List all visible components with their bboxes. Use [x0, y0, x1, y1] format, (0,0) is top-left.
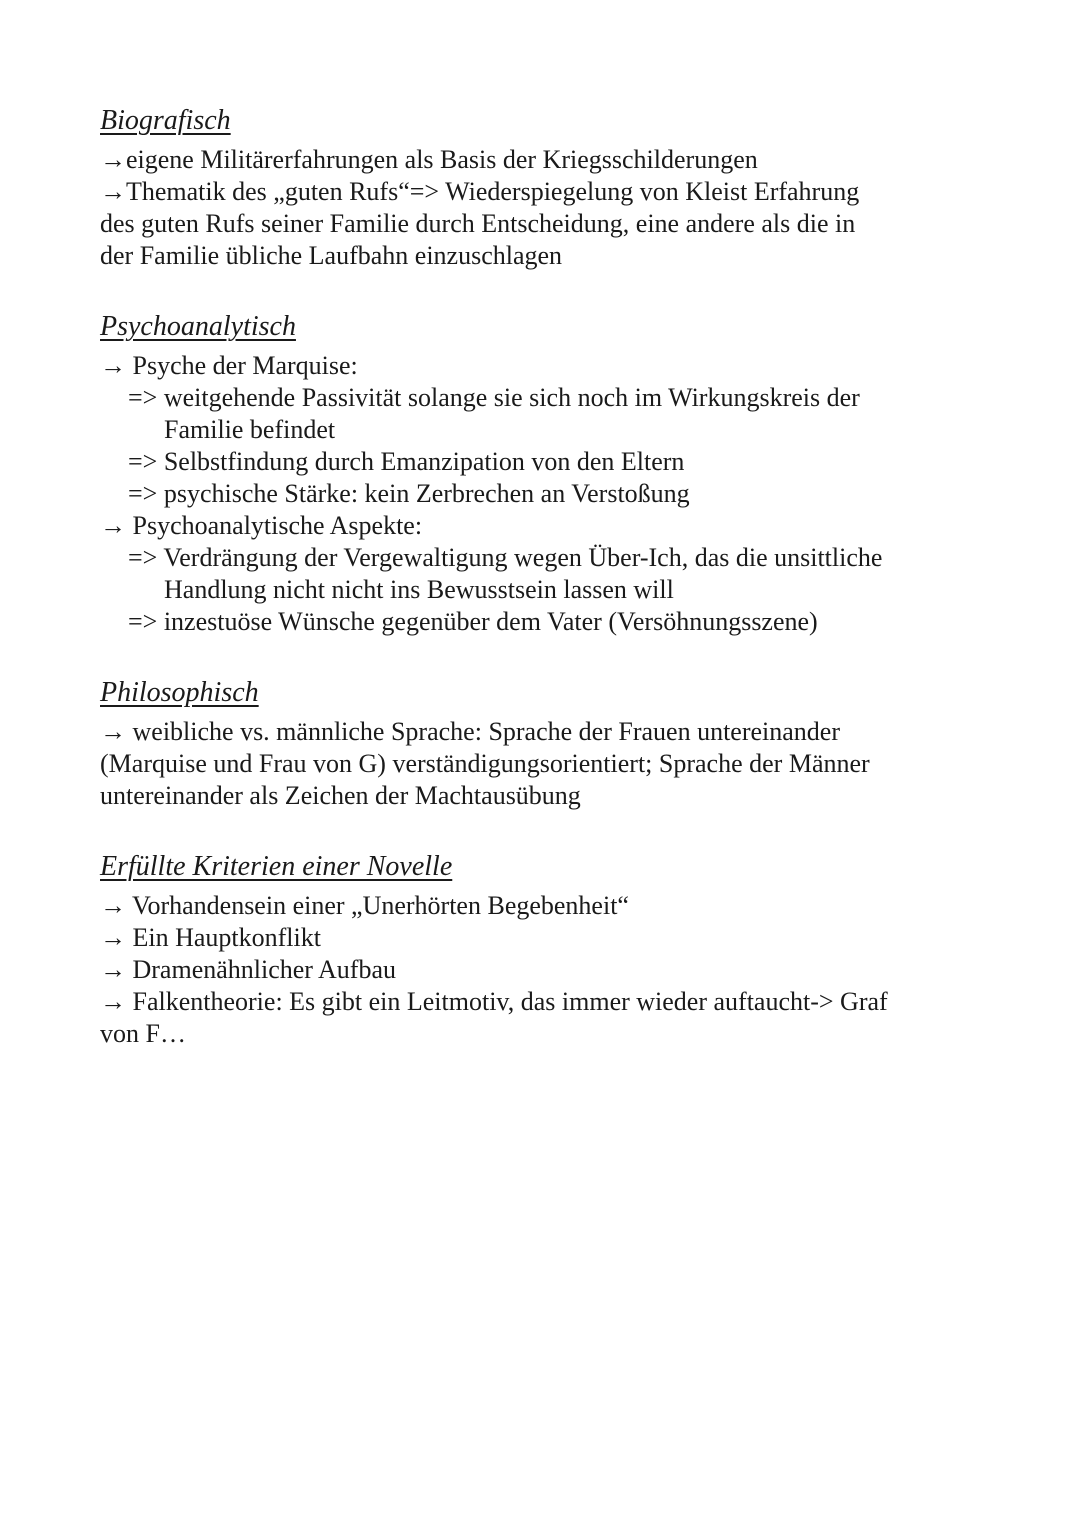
text-line: → weibliche vs. männliche Sprache: Sprache der Frauen untereinander: [100, 717, 840, 746]
section-psychoanalytisch: [100, 310, 990, 638]
text-line: des guten Rufs seiner Familie durch Entscheidung, eine andere als die in: [100, 209, 856, 238]
section-heading: [100, 676, 990, 710]
text-line: Handlung nicht nicht ins Bewusstsein lassen will: [164, 575, 674, 604]
section-heading: [100, 310, 990, 344]
text-line: => Selbstfindung durch Emanzipation von den Eltern: [128, 447, 685, 476]
text-line: → Dramenähnlicher Aufbau: [100, 955, 397, 984]
text-line: →Thematik des „guten Rufs“=> Wiederspiegelung von Kleist Erfahrung: [100, 177, 860, 206]
text-line: von F…: [100, 1019, 186, 1048]
text-line: untereinander als Zeichen der Machtausübung: [100, 781, 581, 810]
text-line: → Ein Hauptkonflikt: [100, 923, 321, 952]
text-line: Familie befindet: [164, 415, 336, 444]
section-erfuellte-kriterien: [100, 850, 990, 1050]
text-line: => weitgehende Passivität solange sie sich noch im Wirkungskreis der: [128, 383, 860, 412]
section-heading-text: Psychoanalytisch: [100, 311, 296, 342]
text-line: →eigene Militärerfahrungen als Basis der Kriegsschilderungen: [100, 145, 758, 174]
text-line: → Psyche der Marquise:: [100, 351, 358, 380]
section-heading: [100, 104, 990, 138]
text-line: (Marquise und Frau von G) verständigungsorientiert; Sprache der Männer: [100, 749, 870, 778]
text-line: → Psychoanalytische Aspekte:: [100, 511, 423, 540]
text-line: => Verdrängung der Vergewaltigung wegen Über-Ich, das die unsittliche: [128, 543, 883, 572]
text-line: => inzestuöse Wünsche gegenüber dem Vater (Versöhnungsszene): [128, 607, 818, 636]
text-line: der Familie übliche Laufbahn einzuschlagen: [100, 241, 563, 270]
section-heading-text: Erfüllte Kriterien einer Novelle: [100, 851, 453, 882]
text-line: => psychische Stärke: kein Zerbrechen an Verstoßung: [128, 479, 690, 508]
section-heading-text: Philosophisch: [100, 677, 259, 708]
text-line: → Falkentheorie: Es gibt ein Leitmotiv, das immer wieder auftaucht-> Graf: [100, 987, 888, 1016]
text-line: → Vorhandensein einer „Unerhörten Begebenheit“: [100, 891, 629, 920]
section-biografisch: [100, 104, 990, 272]
section-heading-text: Biografisch: [100, 105, 231, 136]
section-heading: [100, 850, 990, 884]
section-philosophisch: [100, 676, 990, 812]
